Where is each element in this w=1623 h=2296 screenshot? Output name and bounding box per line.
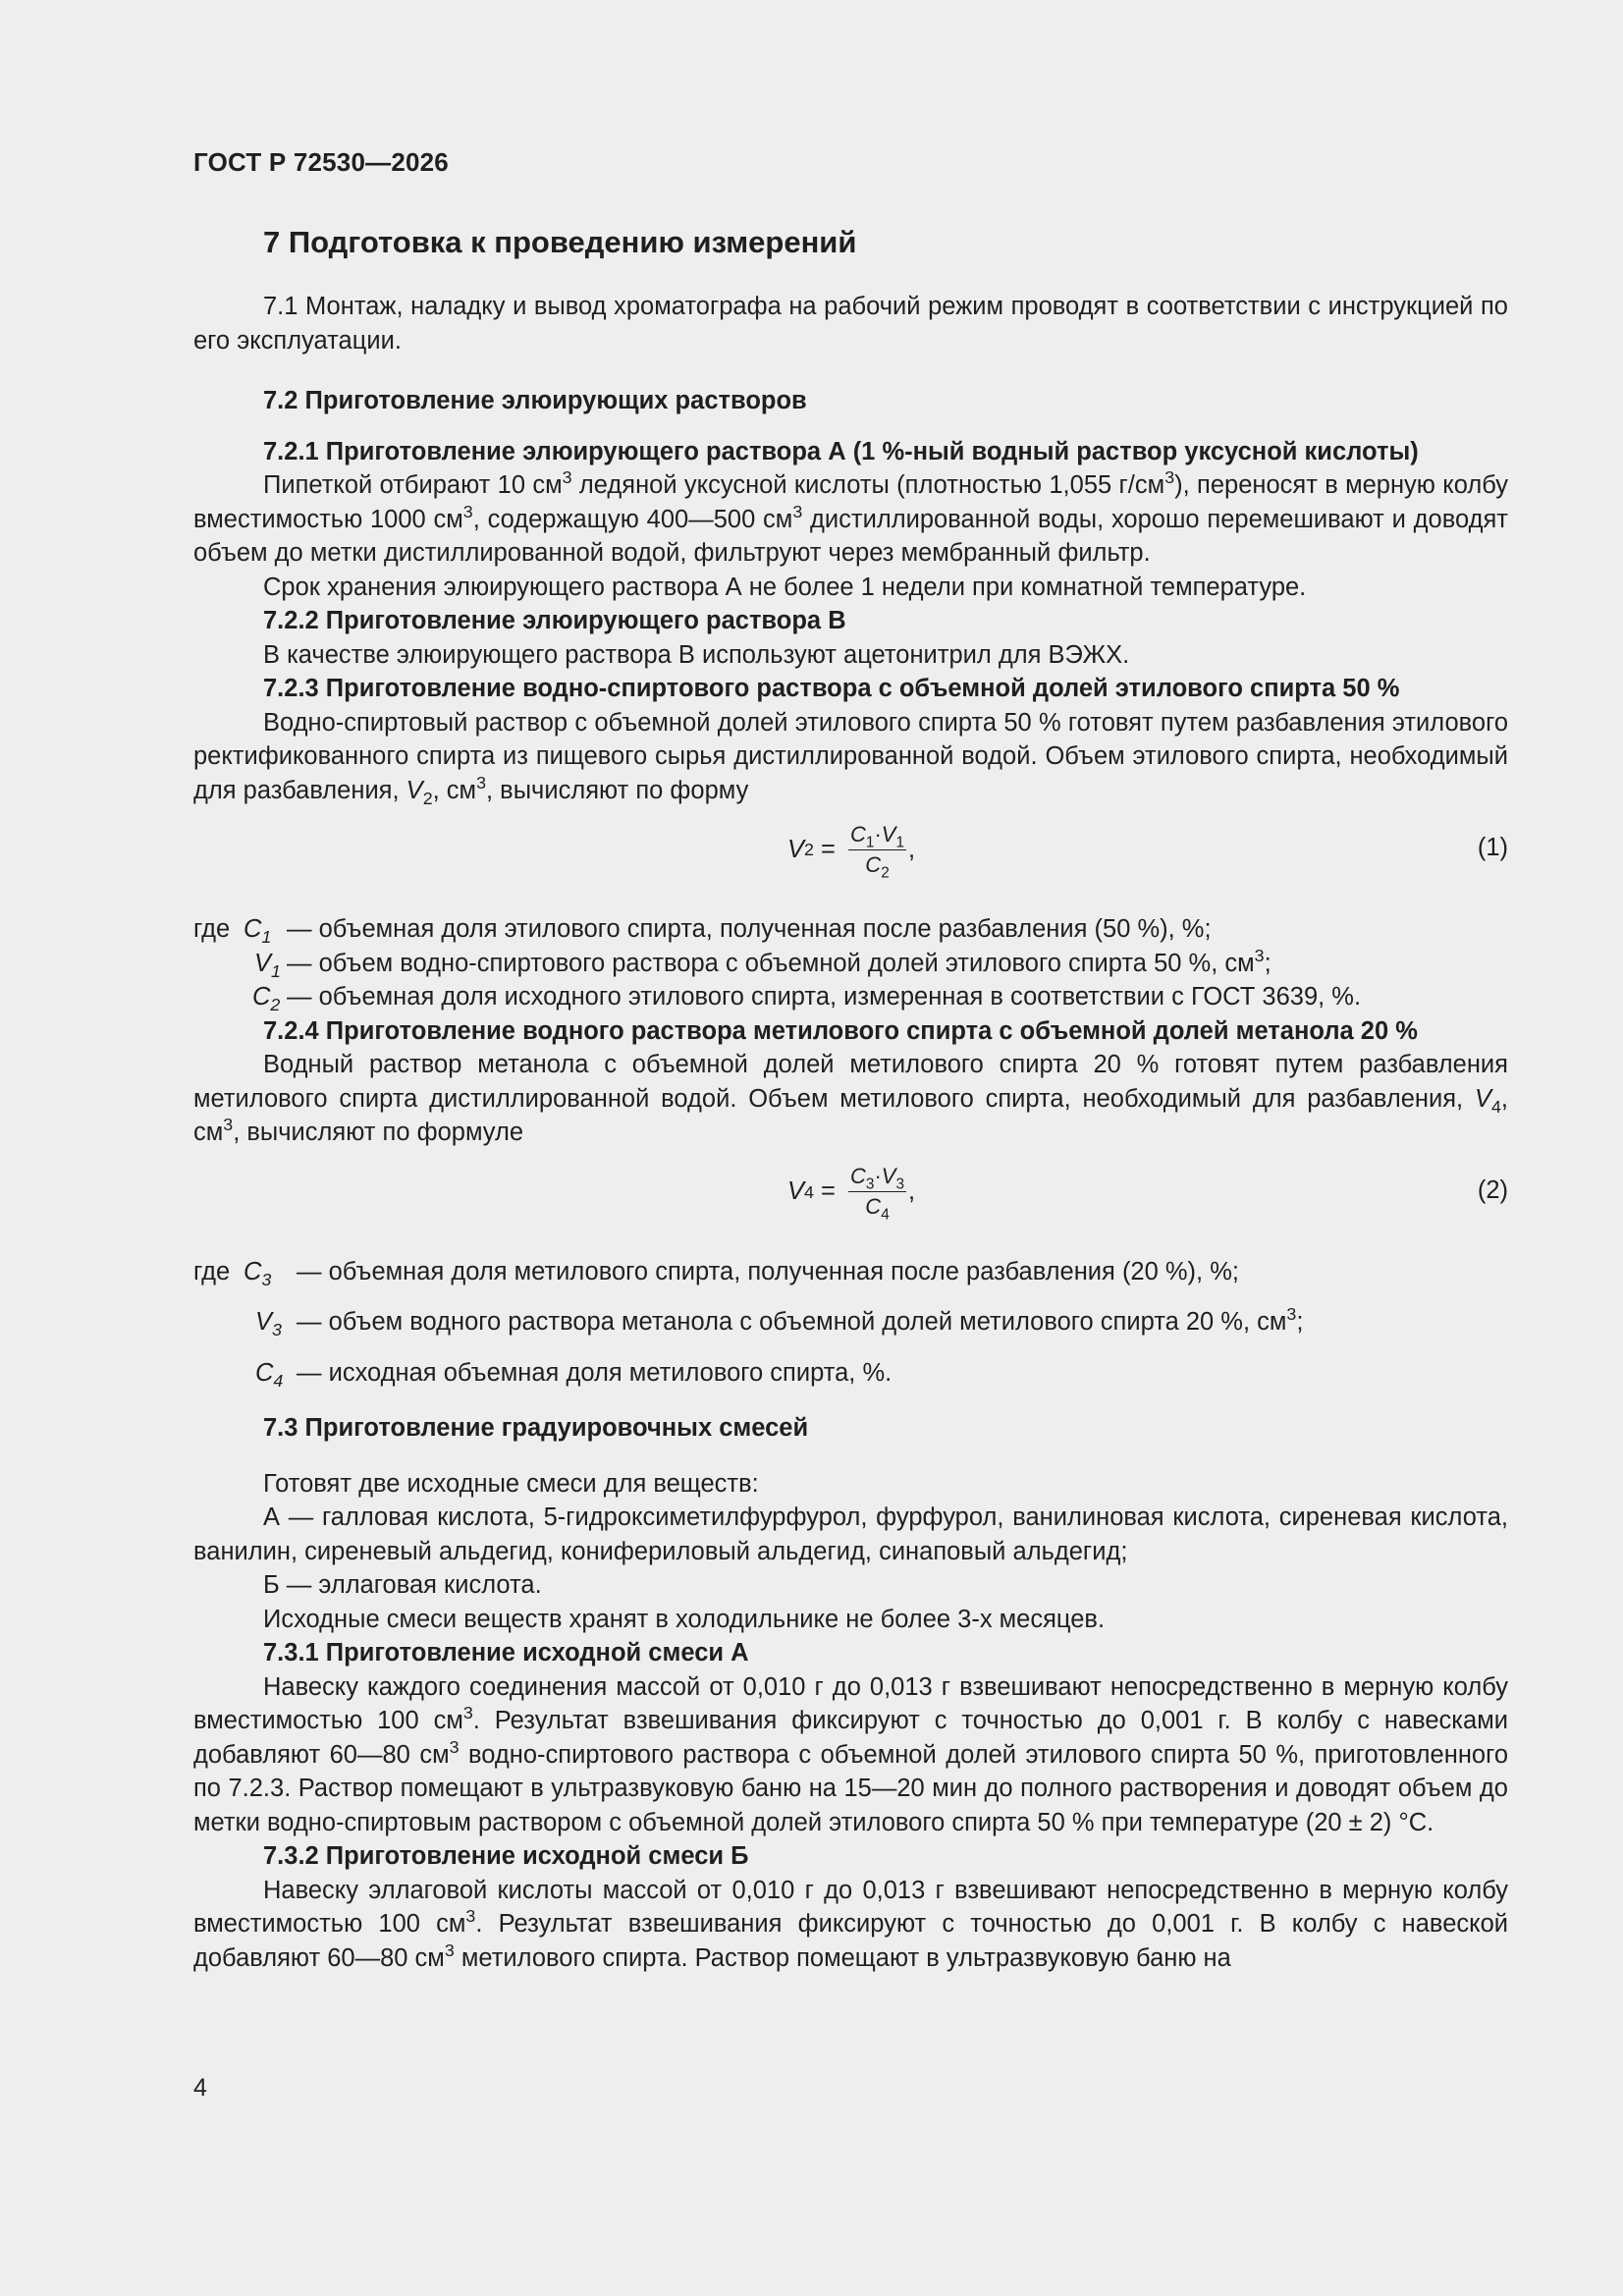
where-1-line-1: где $C_1$ — объемная доля этилового спирта, полученная после разбавления (50 %), %; (193, 915, 1212, 948)
subsection-7-2-3-title: 7.2.3 Приготовление водно-спиртового раствора с объемной долей этилового спирта 50 % (263, 675, 1400, 702)
document-header: ГОСТ Р 72530—2026 (193, 147, 449, 177)
where-2-line-1: где $C_3$ — объемная доля метилового спирта, полученная после разбавления (20 %), %; (193, 1257, 1239, 1289)
subsection-7-3-2-title: 7.3.2 Приготовление исходной смеси Б (263, 1842, 749, 1870)
paragraph-7-2-1a: Пипеткой отбирают 10 $см^3$ ледяной уксусной кислоты (плотностью 1,055 $г/см^3$), переносят в мерную колбу вместимостью 1000 $см^3$, содержащую 400—500 $см^3$ дистиллированной воды, хорошо перемешивают и доводят объем до метки дистиллированной водой, фильтруют через мембранный фильтр. (193, 467, 1508, 567)
paragraph-7-3a: Готовят две исходные смеси для веществ: (263, 1469, 759, 1498)
formula-1-number: (1) (1477, 834, 1508, 861)
paragraph-7-3d: Исходные смеси веществ хранят в холодильнике не более 3-х месяцев. (263, 1605, 1106, 1633)
paragraph-7-1: 7.1 Монтаж, наладку и вывод хроматографа на рабочий режим проводят в соответствии с инструкцией по его эксплуатации. (193, 293, 1508, 355)
where-2-line-3: $C_4$ — исходная объемная доля метилового спирта, %. (255, 1358, 893, 1391)
paragraph-7-3-1: Навеску каждого соединения массой от 0,010 г до 0,013 г взвешивают непосредственно в мерную колбу вместимостью 100 $см^3$. Результат взвешивания фиксируют с точностью до 0,001 г. В колбу с навесками добавляют 60—80 $см^3$ водно-спиртового раствора с объемной долей этилового спирта 50 %, приготовленного по 7.2.3. Раствор помещают в ультразвуковую баню на 15—20 мин до полного растворения и доводят объем до метки водно-спиртовым раствором с объемной долей этилового спирта 50 % при температуре (20 ± 2) °С. (193, 1672, 1509, 1836)
subsection-7-2-2-title: 7.2.2 Приготовление элюирующего раствора В (263, 607, 846, 634)
page-number: 4 (193, 2074, 207, 2102)
where-1-line-2: $V_1$ — объем водно-спиртового раствора с объемной долей этилового спирта 50 %, $см^3$; (254, 945, 1271, 981)
paragraph-7-2-2: В качестве элюирующего раствора В используют ацетонитрил для ВЭЖХ. (263, 640, 1130, 669)
page-content (193, 222, 1508, 1975)
where-1-line-3: $C_2$ — объемная доля исходного этилового спирта, измеренная в соответствии с ГОСТ 3639, %. (252, 983, 1362, 1015)
formula-1-row (193, 811, 1508, 896)
paragraph-7-3-2: Навеску эллаговой кислоты массой от 0,010 г до 0,013 г взвешивают непосредственно в мерную колбу вместимостью 100 $см^3$. Результат взвешивания фиксируют с точностью до 0,001 г. В колбу с навеской добавляют 60—80 $см^3$ метилового спирта. Раствор помещают в ультразвуковую баню на (193, 1876, 1508, 1972)
subsection-7-2-1-title: 7.2.1 Приготовление элюирующего раствора А (1 %-ный водный раствор уксусной кислоты) (263, 437, 1419, 465)
paragraph-7-2-4: Водный раствор метанола с объемной долей метилового спирта 20 % готовят путем разбавления метилового спирта дистиллированной водой. Объем метилового спирта, необходимый для разбавления, $V_4$, $см^3$, вычисляют по формуле (193, 1051, 1508, 1146)
where-2-line-2: $V_3$ — объем водного раствора метанола с объемной долей метилового спирта 20 %, $см^3$; (255, 1304, 1304, 1340)
section-7-title: 7 Подготовка к проведению измерений (263, 225, 857, 259)
formula-2-row (193, 1154, 1508, 1238)
subsection-7-3-1-title: 7.3.1 Приготовление исходной смеси А (263, 1639, 749, 1667)
subsection-7-2-title: 7.2 Приготовление элюирующих растворов (263, 387, 807, 414)
formula-2: V 4 = $\frac{C_3\cdot V_3}{C_4}$ , (787, 1164, 916, 1224)
paragraph-7-2-1b: Срок хранения элюирующего раствора А не более 1 недели при комнатной температуре. (263, 573, 1307, 601)
paragraph-7-3b: А — галловая кислота, 5-гидроксиметилфурфурол, фурфурол, ванилиновая кислота, сиреневая кислота, ванилин, сиреневый альдегид, конифериловый альдегид, синаповый альдегид; (193, 1503, 1508, 1565)
subsection-7-3-title: 7.3 Приготовление градуировочных смесей (263, 1414, 809, 1442)
formula-1: V 2 = $\frac{C_1\cdot V_1}{C_2}$ , (787, 821, 916, 881)
subsection-7-2-4-title: 7.2.4 Приготовление водного раствора метилового спирта с объемной долей метанола 20 % (263, 1016, 1418, 1045)
paragraph-7-3c: Б — эллаговая кислота. (263, 1571, 542, 1599)
paragraph-7-2-3: Водно-спиртовый раствор с объемной долей этилового спирта 50 % готовят путем разбавления этилового ректификованного спирта из пищевого сырья дистиллированной водой. Объем этилового спирта, необходимый для разбавления, $V_2$, $см^3$, вычисляют по форму (193, 708, 1508, 808)
formula-2-number: (2) (1477, 1175, 1508, 1204)
